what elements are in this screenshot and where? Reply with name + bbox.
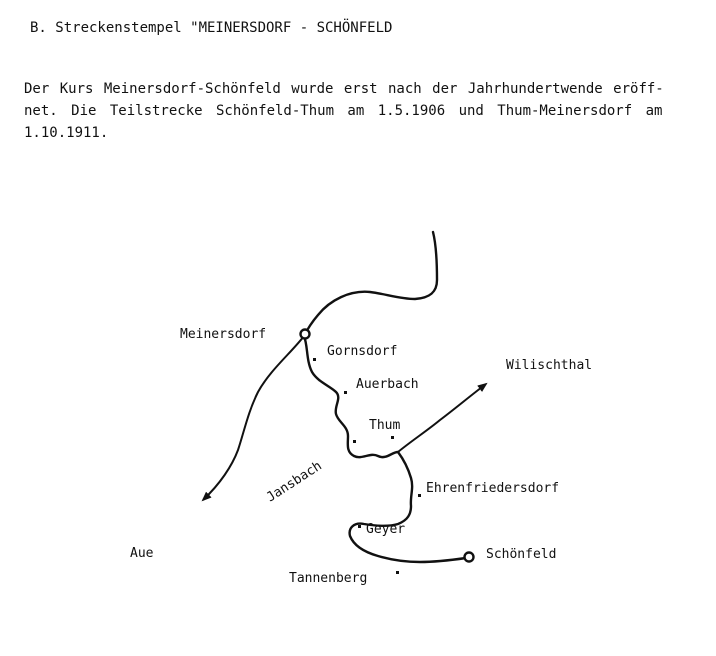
tannenberg-station-dot <box>396 571 399 574</box>
schoenfeld-station-icon <box>465 553 474 562</box>
paragraph-line-2: net. Die Teilstrecke Schönfeld-Thum am 1.5.1906 und Thum-Meinersdorf am <box>24 103 663 119</box>
label-jansbach: Jansbach <box>264 458 325 506</box>
label-auerbach: Auerbach <box>356 377 419 392</box>
meinersdorf-station-icon <box>301 330 310 339</box>
paragraph-line-1: Der Kurs Meinersdorf-Schönfeld wurde erst nach der Jahrhundertwende eröff- <box>24 81 664 97</box>
thum-station-dot <box>391 436 394 439</box>
label-wilischthal: Wilischthal <box>506 358 593 373</box>
label-schoenfeld: Schönfeld <box>486 547 557 562</box>
label-ehrenfriedersdorf: Ehrenfriedersdorf <box>426 481 560 496</box>
auerbach-station-dot <box>344 391 347 394</box>
line-to-wilischthal <box>398 384 486 452</box>
line-north-east <box>304 232 437 336</box>
label-meinersdorf: Meinersdorf <box>180 327 267 342</box>
label-thum: Thum <box>369 418 401 433</box>
label-geyer: Geyer <box>366 522 406 537</box>
paragraph-line-3: 1.10.1911. <box>24 125 109 141</box>
line-to-aue <box>203 336 304 500</box>
label-gornsdorf: Gornsdorf <box>327 344 398 359</box>
gornsdorf-station-dot <box>313 358 316 361</box>
geyer-station-dot <box>358 525 361 528</box>
label-aue: Aue <box>130 546 154 561</box>
section-heading: B. Streckenstempel "MEINERSDORF - SCHÖNFELD <box>30 20 393 36</box>
thum-west-station-dot <box>353 440 356 443</box>
label-tannenberg: Tannenberg <box>289 571 368 586</box>
ehrenfriedersdorf-station-dot <box>418 494 421 497</box>
